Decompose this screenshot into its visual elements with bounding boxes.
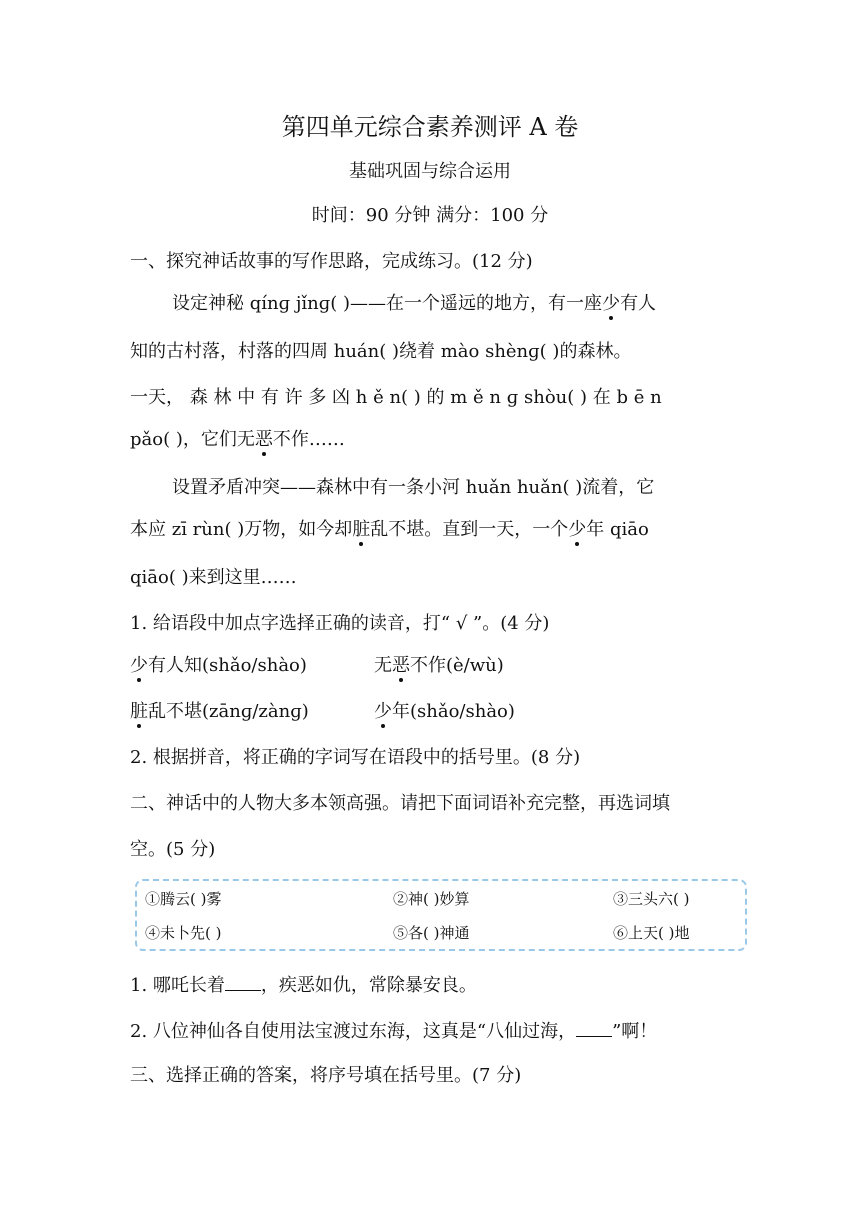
word-item: ⑥上天( )地 — [613, 924, 690, 942]
answer-blank[interactable] — [225, 972, 261, 991]
option-2 — [374, 654, 504, 678]
word-item: ③三头六( ) — [613, 890, 690, 908]
question-1-1: 1. 给语段中加点字选择正确的读音，打“ √ ”。(4 分) — [130, 613, 550, 634]
dotted-char: 少 — [568, 519, 587, 540]
text: pǎo( )，它们无 — [130, 429, 255, 450]
fill-question-1 — [130, 972, 477, 998]
text: ”啊！ — [612, 1021, 658, 1042]
text: 有人知(shǎo/shào) — [148, 655, 307, 676]
section-1-heading: 一、探究神话故事的写作思路，完成练习。(12 分) — [130, 251, 533, 272]
answer-blank[interactable] — [576, 1018, 612, 1037]
fill-question-2 — [130, 1018, 657, 1044]
passage-1-line-3: 一天， 森 林 中 有 许 多 凶 h ě n( ) 的 m ě n ɡ shòu( ) 在 b ē n — [130, 387, 662, 408]
word-item: ⑤各( )神通 — [393, 924, 470, 942]
dotted-char: 恶 — [254, 429, 273, 450]
section-2-heading-line-2: 空。(5 分) — [130, 839, 216, 860]
option-4 — [374, 700, 515, 724]
dotted-char: 恶 — [392, 655, 410, 676]
text: ，疾恶如仇，常除暴安良。 — [260, 975, 477, 996]
text: 2. 八位神仙各自使用法宝渡过东海，这真是“八仙过海， — [130, 1021, 577, 1042]
passage-1-line-4 — [130, 428, 345, 452]
text: 不作…… — [272, 429, 345, 450]
word-item: ①腾云( )雾 — [145, 890, 222, 908]
text: 有人 — [620, 293, 657, 314]
text: 乱不堪。直到一天，一个 — [370, 519, 569, 540]
text: 无 — [374, 655, 392, 676]
text: 年(shǎo/shào) — [392, 701, 515, 722]
time-score-info: 时间：90 分钟 满分：100 分 — [311, 205, 549, 226]
text: 不作(è/wù) — [410, 655, 504, 676]
word-box — [135, 879, 747, 951]
passage-1-line-1 — [172, 292, 656, 316]
word-item: ②神( )妙算 — [393, 890, 470, 908]
text: 乱不堪(zānɡ/zànɡ) — [148, 701, 309, 722]
passage-2-line-2 — [130, 518, 649, 542]
question-1-2: 2. 根据拼音，将正确的字词写在语段中的括号里。(8 分) — [130, 747, 581, 768]
text: 本应 zī rùn( )万物，如今却 — [130, 519, 353, 540]
dotted-char: 少 — [374, 701, 392, 722]
section-3-heading: 三、选择正确的答案，将序号填在括号里。(7 分) — [130, 1065, 522, 1086]
text: 年 qiāo — [586, 519, 649, 540]
page-subtitle: 基础巩固与综合运用 — [349, 161, 511, 182]
passage-1-line-2: 知的古村落，村落的四周 huán( )绕着 mào shènɡ( )的森林。 — [130, 341, 632, 362]
text: 1. 哪吒长着 — [130, 975, 225, 996]
word-item: ④未卜先( ) — [145, 924, 222, 942]
passage-2-line-3: qiāo( )来到这里…… — [130, 567, 297, 588]
section-2-heading-line-1: 二、神话中的人物大多本领高强。请把下面词语补充完整，再选词填 — [130, 793, 670, 814]
dotted-char: 脏 — [130, 701, 148, 722]
dotted-char: 脏 — [352, 519, 371, 540]
page-title: 第四单元综合素养测评 A 卷 — [281, 113, 579, 141]
text: 设定神秘 qínɡ jǐnɡ( )——在一个遥远的地方，有一座 — [172, 293, 603, 314]
option-3 — [130, 700, 309, 724]
dotted-char: 少 — [602, 293, 621, 314]
passage-2-line-1: 设置矛盾冲突——森林中有一条小河 huǎn huǎn( )流着，它 — [172, 477, 655, 498]
dotted-char: 少 — [130, 655, 148, 676]
option-1 — [130, 654, 307, 678]
